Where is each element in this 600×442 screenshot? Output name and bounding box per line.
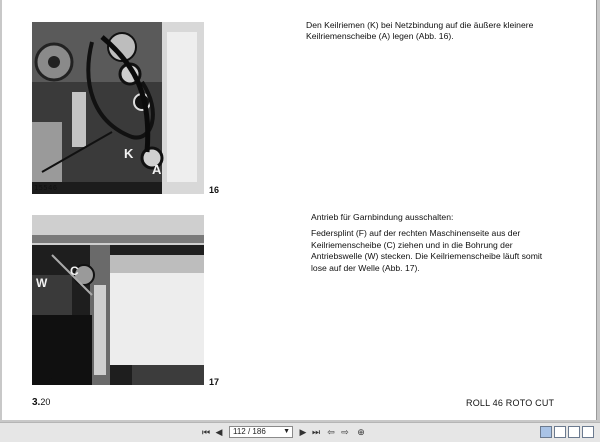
forward-icon[interactable]: ⇨ [341,426,349,437]
last-page-icon[interactable]: ⏭ [311,426,321,437]
figure-17-label-w: W [36,276,48,290]
continuous-view-icon[interactable] [568,426,580,438]
figure-16-label-k: K [124,146,134,161]
document-page [2,0,597,420]
figure-16-id: 15546 [34,184,58,192]
viewer-toolbar [0,422,600,442]
figure-17-text: Federsplint (F) auf der rechten Maschinenseite aus der Keilriemenscheibe (C) ziehen und in die Bohrung der Antriebswelle (W) stecken. Die Keilriemenscheibe läuft somit lose auf der Welle (Abb. 17). [311,228,543,273]
figure-17-heading: Antrieb für Garnbindung ausschalten: [311,212,454,222]
page-number [32,397,50,408]
next-page-icon[interactable]: ▶ [299,426,307,437]
facing-view-icon[interactable] [582,426,594,438]
figure-17-image [32,215,204,385]
page-number-minor: 20 [40,397,51,407]
zoom-icon[interactable]: ⊕ [357,426,365,437]
figure-17-id: 14764 [34,377,58,385]
single-page-view-icon[interactable] [540,426,552,438]
figure-16-number: 16 [209,185,220,195]
page-selector-value: 112 / 186 [233,427,266,436]
page-selector[interactable] [229,426,293,438]
chevron-down-icon: ▼ [283,428,290,435]
figure-16-label-a: A [152,162,162,177]
two-page-view-icon[interactable] [554,426,566,438]
figure-17-photo [32,215,204,385]
figure-16-instruction [306,20,556,43]
figure-17-number: 17 [209,377,220,387]
figure-16-photo [32,22,204,194]
figure-16-image [32,22,204,194]
figure-16-text: Den Keilriemen (K) bei Netzbindung auf die äußere kleinere Keilriemenscheibe (A) legen (Abb. 16). [306,20,534,42]
figure-17-label-c: C [70,264,79,278]
product-name: ROLL 46 ROTO CUT [466,398,555,408]
figure-17-instruction [311,212,559,274]
prev-page-icon[interactable]: ◀ [215,426,223,437]
first-page-icon[interactable]: ⏮ [201,426,211,437]
back-icon[interactable]: ⇦ [327,426,335,437]
page-number-major: 3. [32,397,41,408]
